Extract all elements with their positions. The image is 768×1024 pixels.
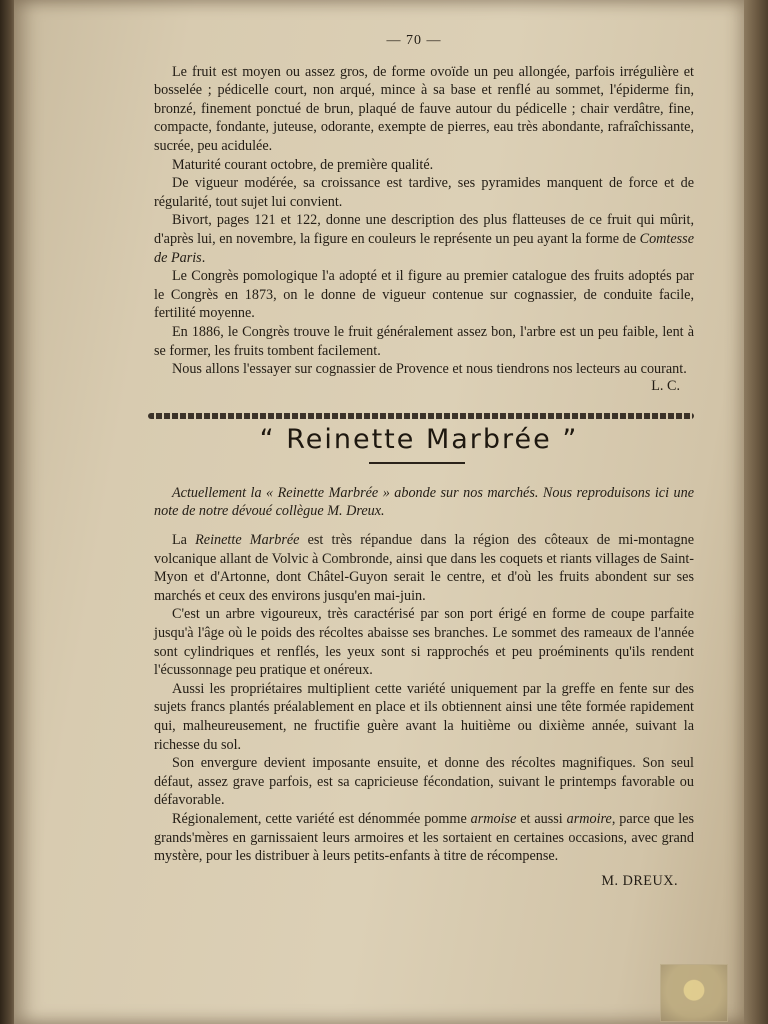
book-page — [14, 0, 746, 1024]
paragraph: Nous allons l'essayer sur cognassier de Provence et nous tiendrons nos lecteurs au courant. — [172, 361, 687, 378]
variety-name: Comtesse de Paris — [154, 230, 694, 266]
paragraph-bivort — [154, 211, 694, 267]
article-body — [154, 531, 694, 866]
text: . — [201, 249, 206, 266]
variety-name: Reinette Marbrée — [195, 532, 300, 549]
text: La — [172, 532, 196, 549]
paragraph: Aussi les propriétaires multiplient cette variété uniquement par la greffe en fente sur des sujets francs plantés préalablement en place et ils obtiennent ainsi une tête formée rapidement qui, malheureusement, ne fructifie guère avant la huitième ou dixième année, suivant la richesse du sol. — [154, 680, 694, 753]
italic-term: armoire — [566, 810, 612, 827]
text: Régionalement, cette variété est dénommée pomme — [172, 810, 471, 827]
page-number: — 70 — — [386, 33, 442, 48]
text: est très répandue dans la région des côteaux de mi-montagne volcanique allant de Volvic à Combronde, ainsi que dans les coquets et riants villages de Saint-Myon et d'Artonne, dont Châtel-Guyon serait le centre, et d'où les fruits abondent sur ses marchés et ceux des environs jusqu'en mai-juin. — [154, 532, 694, 604]
text: Bivort, pages 121 et 122, donne une description des plus flatteuses de ce fruit qui mûrit, d'après lui, en novembre, la figure en couleurs le représente un peu ayant la forme de — [154, 212, 694, 247]
paragraph: Son envergure devient imposante ensuite, et donne des récoltes magnifiques. Son seul défaut, assez grave parfois, est sa capricieuse fécondation, suivant le printemps favorable ou défavorable. — [154, 755, 694, 809]
section-divider — [148, 413, 694, 419]
pear-description — [154, 63, 694, 396]
author-signature: M. DREUX. — [601, 872, 678, 889]
paragraph: Maturité courant octobre, de première qualité. — [172, 156, 434, 173]
page-content — [154, 32, 694, 890]
page-edge-shadow — [744, 0, 768, 1024]
watermark-thumbnail — [660, 964, 728, 1022]
article-title: “ Reinette Marbrée ” — [259, 424, 579, 456]
paragraph: En 1886, le Congrès trouve le fruit généralement assez bon, l'arbre est un peu faible, lent à se former, les fruits tombent facilement. — [154, 323, 694, 359]
paragraph: Le Congrès pomologique l'a adopté et il figure au premier catalogue des fruits adoptés par le Congrès en 1873, on le donne de vigueur contenue sur cognassier, de conduite facile, fertilité moyenne. — [154, 268, 694, 322]
text: et aussi — [516, 810, 567, 827]
article-reinette-marbree — [154, 424, 694, 890]
article-intro: Actuellement la « Reinette Marbrée » abonde sur nos marchés. Nous reproduisons ici une note de notre dévoué collègue M. Dreux. — [154, 484, 694, 520]
paragraph: C'est un arbre vigoureux, très caractérisé par son port érigé en forme de coupe parfaite jusqu'à l'âge où le poids des récoltes abaisse ses branches. Le sommet des rameaux de l'année sont cylindriques et renflés, les yeux sont si rapprochés et peu proéminents qu'ils rendent l'écussonnage peu pratique et onéreux. — [154, 606, 694, 679]
paragraph: De vigueur modérée, sa croissance est tardive, ses pyramides manquent de force et de régularité, tout sujet lui convient. — [154, 175, 694, 210]
italic-term: armoise — [470, 810, 517, 827]
author-initials: L. C. — [651, 377, 680, 394]
paragraph: Le fruit est moyen ou assez gros, de forme ovoïde un peu allongée, parfois irrégulière et bosselée ; pédicelle court, non arqué, mince à sa base et renflé au sommet, l'épiderme fin, bronzé, finement ponctué de brun, plaqué de fauve autour du pédicelle ; chair verdâtre, fine, compacte, fondante, juteuse, odorante, exempte de pierres, eau très abondante, rafraîchissante, sucrée, peu acidulée. — [154, 63, 694, 154]
text: , parce que les grands'mères en garnissaient leurs armoires et les sortaient en certaines occasions, avec grand mystère, pour les distribuer à leurs petits-enfants à titre de récompense. — [154, 810, 694, 865]
title-underline — [369, 462, 465, 464]
paragraph — [154, 810, 694, 866]
paragraph — [154, 531, 694, 605]
